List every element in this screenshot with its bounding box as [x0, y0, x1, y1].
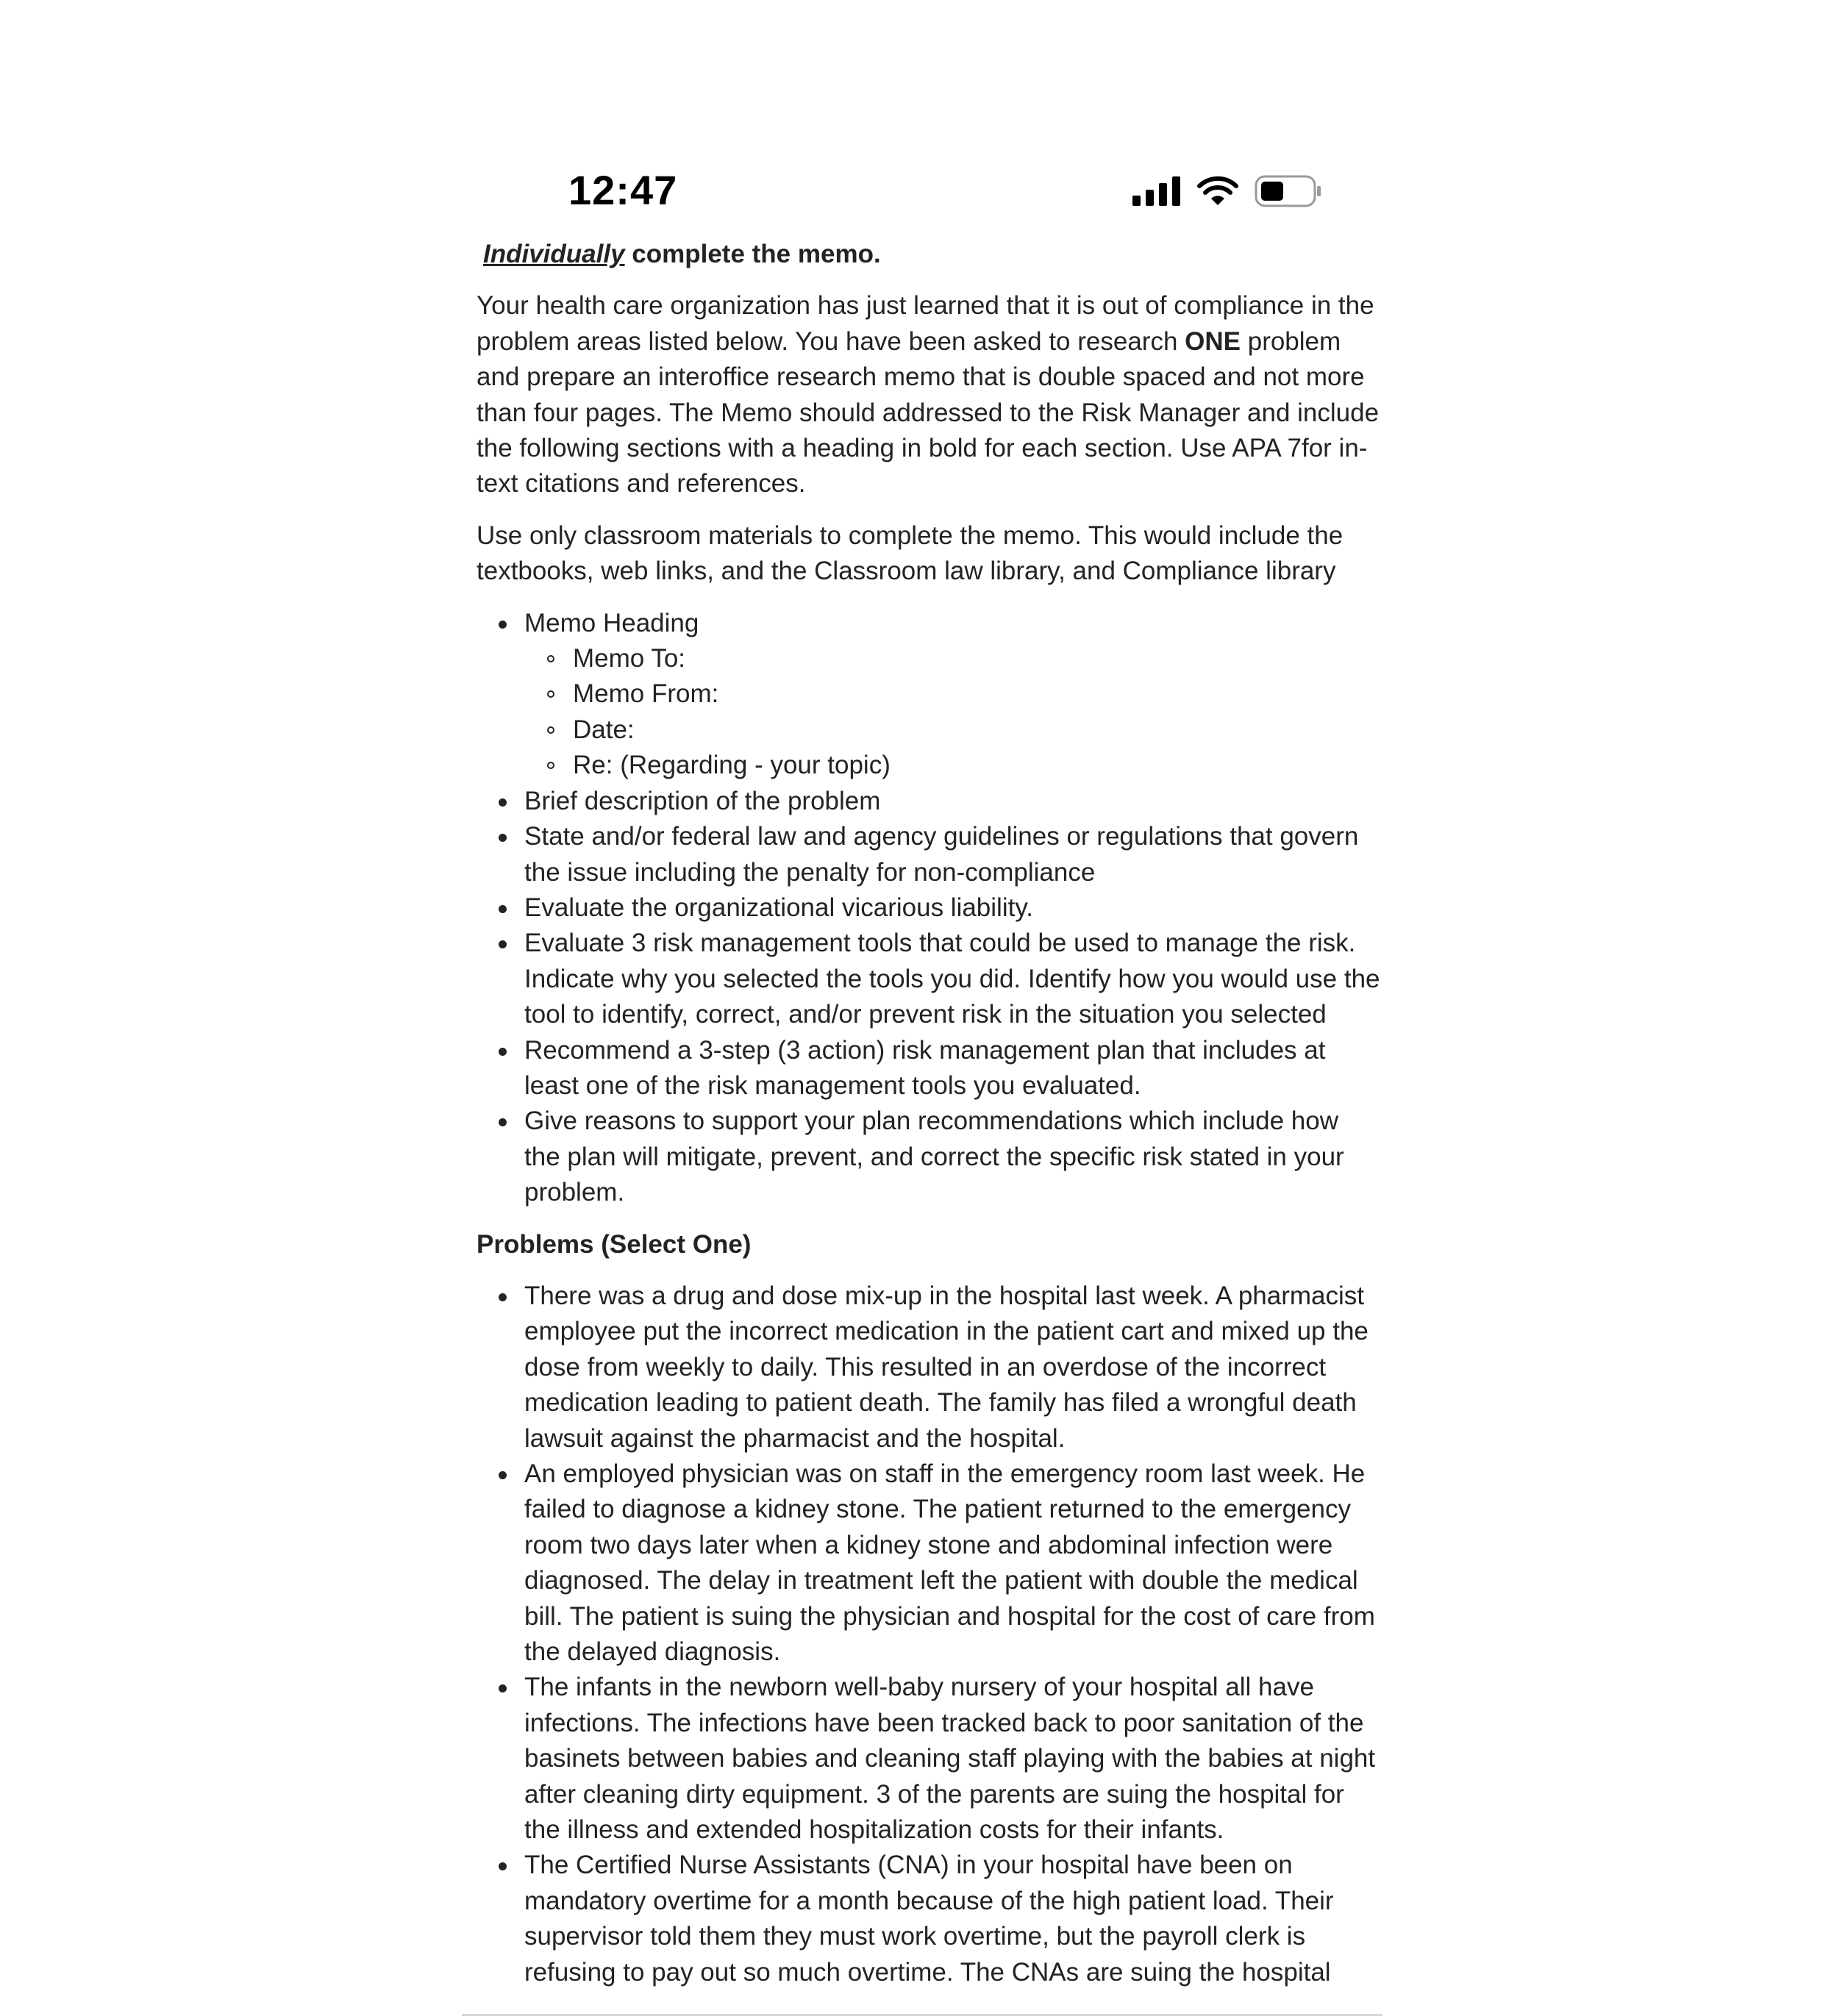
memo-sections-list [477, 606, 1381, 1211]
bullet-icon [499, 1048, 507, 1056]
sub-list-item [524, 748, 1381, 783]
problem-text: There was a drug and dose mix-up in the hospital last week. A pharmacist employee put the incorrect medication in the patient cart and mixed up the dose from weekly to daily. This resulted in an overdose of the incorrect medication leading to patient death. The family has filed a wrongful death lawsuit against the pharmacist and the hospital. [524, 1281, 1369, 1453]
lead-rest: complete the memo. [624, 240, 881, 268]
sub-list-item [524, 641, 1381, 676]
problem-text: An employed physician was on staff in the emergency room last week. He failed to diagnose a kidney stone. The patient returned to the emergency room two days later when a kidney stone and abdominal infection were diagnosed. The delay in treatment left the patient with double the medical bill. The patient is suing the physician and hospital for the cost of care from the delayed diagnosis. [524, 1459, 1375, 1667]
list-item-text: State and/or federal law and agency guidelines or regulations that govern the issue including the penalty for non-compliance [524, 822, 1359, 887]
list-item [477, 926, 1381, 1032]
list-item-text: Recommend a 3-step (3 action) risk management plan that includes at least one of the risk management tools you evaluated. [524, 1035, 1326, 1100]
bullet-icon [499, 940, 507, 948]
bullet-icon [499, 905, 507, 913]
sub-list-item [524, 712, 1381, 748]
circle-bullet-icon [547, 726, 554, 734]
problem-item [477, 1670, 1381, 1848]
list-item [477, 784, 1381, 819]
bullet-icon [499, 834, 507, 842]
wifi-icon [1197, 176, 1238, 207]
list-item [477, 1033, 1381, 1104]
list-item-text: Evaluate the organizational vicarious liability. [524, 893, 1033, 922]
cellular-signal-icon [1132, 176, 1181, 206]
problem-text: The infants in the newborn well-baby nursery of your hospital all have infections. The infections have been tracked back to poor sanitation of the basinets between babies and cleaning staff playing with the babies at night after cleaning dirty equipment. 3 of the parents are suing the hospital for the illness and extended hospitalization costs for their infants. [524, 1673, 1376, 1845]
circle-bullet-icon [547, 690, 554, 698]
list-item [477, 819, 1381, 890]
bullet-icon [499, 1293, 507, 1301]
problem-item [477, 1848, 1381, 1990]
sub-list-item [524, 676, 1381, 712]
lead-instruction [477, 237, 1381, 272]
problem-item [477, 1279, 1381, 1456]
circle-bullet-icon [547, 655, 554, 662]
problems-title: Problems (Select One) [477, 1229, 752, 1259]
sub-item-text: Memo To: [573, 644, 686, 673]
bullet-icon [499, 1684, 507, 1692]
sub-item-text: Date: [573, 715, 635, 744]
bullet-icon [499, 621, 507, 629]
sub-item-text: Re: (Regarding - your topic) [573, 751, 891, 780]
list-item-text: Evaluate 3 risk management tools that could be used to manage the risk. Indicate why you selected the tools you did. Identify how you would use the tool to identify, correct, and/or prevent risk in the situation you selected [524, 929, 1380, 1029]
problem-item [477, 1456, 1381, 1670]
status-icons [1132, 175, 1322, 207]
circle-bullet-icon [547, 762, 554, 769]
status-bar [462, 160, 1381, 226]
memo-heading-sublist [524, 641, 1381, 784]
problems-list [477, 1279, 1381, 1990]
list-item [477, 606, 1381, 784]
assignment-document [477, 237, 1381, 2006]
list-item-text: Brief description of the problem [524, 786, 881, 815]
intro-paragraph [477, 288, 1381, 501]
battery-icon [1255, 175, 1322, 207]
problem-text: The Certified Nurse Assistants (CNA) in your hospital have been on mandatory overtime for a month because of the high patient load. Their supervisor told them they must work overtime, but the payroll clerk is refusing to pay out so much overtime. The CNAs are suing the hospital [524, 1851, 1334, 1987]
bullet-icon [499, 1118, 507, 1126]
intro-text-1: Your health care organization has just learned that it is out of compliance in the problem areas listed below. You have been asked to research [477, 291, 1374, 356]
memo-heading-label: Memo Heading [524, 608, 699, 637]
list-item [477, 1104, 1381, 1210]
status-time: 12:47 [568, 167, 678, 213]
list-item [477, 890, 1381, 926]
list-item-text: Give reasons to support your plan recommendations which include how the plan will mitigate, prevent, and correct the specific risk stated in your problem. [524, 1107, 1344, 1207]
materials-paragraph: Use only classroom materials to complete the memo. This would include the textbooks, web links, and the Classroom law library, and Compliance library [477, 521, 1344, 586]
intro-bold: ONE [1185, 326, 1241, 356]
bullet-icon [499, 1862, 507, 1870]
intro-text-2: problem and prepare an interoffice research memo that is double spaced and not more than four pages. The Memo should addressed to the Risk Manager and include the following sections with a heading in bold for each section. Use APA 7for in-text citations and references. [477, 326, 1380, 498]
lead-emphasis: Individually [483, 240, 625, 268]
bullet-icon [499, 798, 507, 807]
sub-item-text: Memo From: [573, 679, 719, 709]
bullet-icon [499, 1471, 507, 1479]
